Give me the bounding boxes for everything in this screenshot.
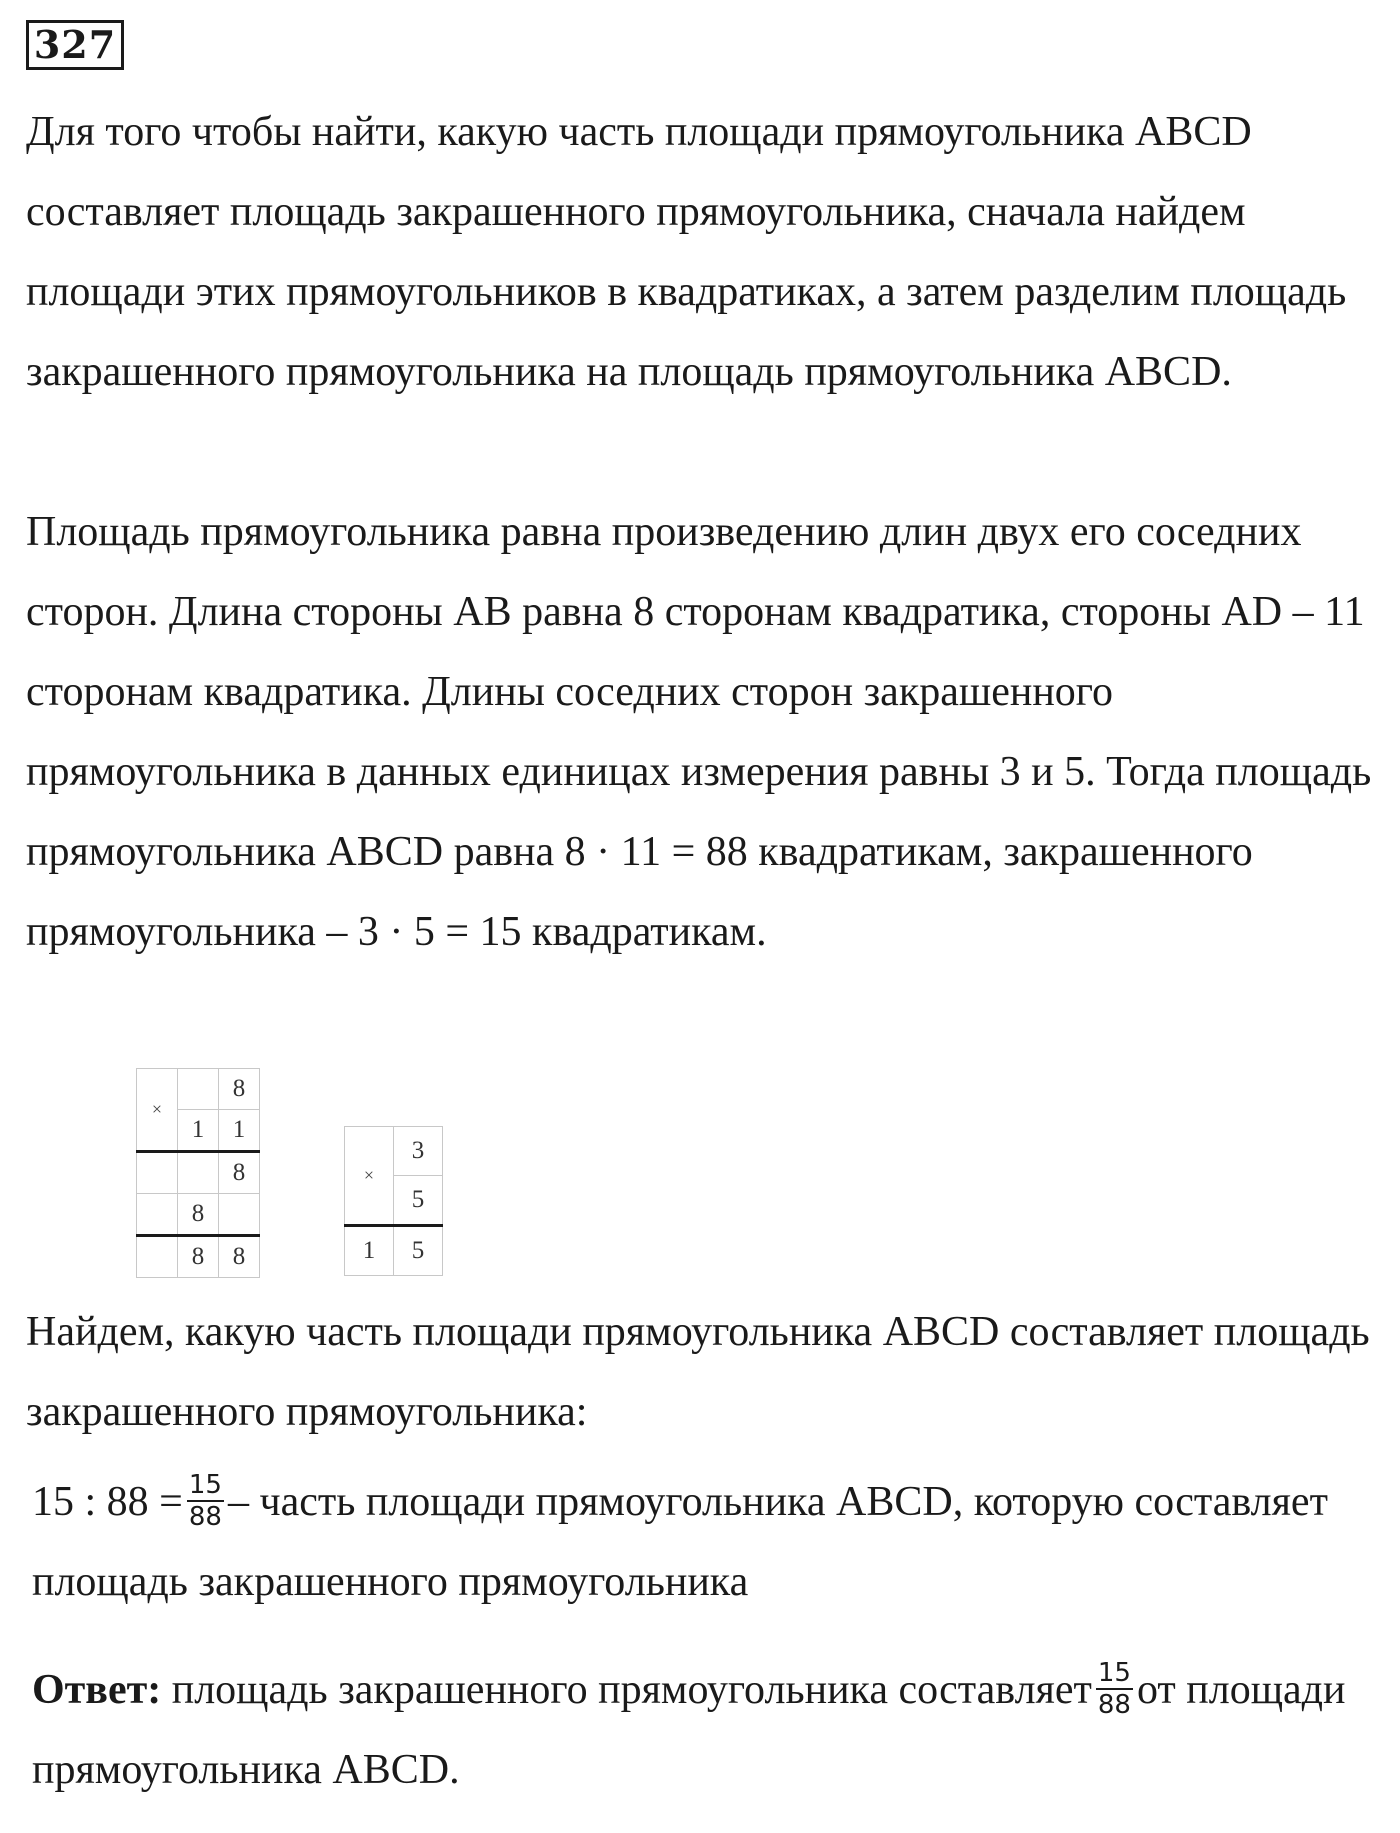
multiply-sign: × xyxy=(137,1069,178,1152)
answer-paragraph xyxy=(32,1650,1382,1810)
answer-text: площадь закрашенного прямоугольника составляет xyxy=(171,1667,1092,1713)
fraction-numerator: 15 xyxy=(188,1470,222,1501)
digit-cell: 5 xyxy=(394,1176,443,1226)
digit-cell: 1 xyxy=(178,1110,219,1152)
digit-cell: 8 xyxy=(178,1236,219,1278)
division-expression: 15 : 88 = xyxy=(32,1479,183,1525)
digit-cell: 1 xyxy=(219,1110,260,1152)
fraction-denominator: 88 xyxy=(188,1502,222,1533)
digit-cell: 1 xyxy=(345,1226,394,1276)
digit-cell: 8 xyxy=(178,1194,219,1236)
digit-cell: 8 xyxy=(219,1152,260,1194)
digit-cell xyxy=(137,1236,178,1278)
area-explanation-paragraph: Площадь прямоугольника равна произведению длин двух его соседних сторон. Длина стороны AB равна 8 сторонам квадратика, стороны AD – 11 сторонам квадратика. Длины соседних сторон закрашенного прямоугольника в данных единицах измерения равны 3 и 5. Тогда площадь прямоугольника ABCD равна 8 · 11 = 88 квадратикам, закрашенного прямоугольника – 3 · 5 = 15 квадратикам. xyxy=(26,509,1372,955)
intro-paragraph: Для того чтобы найти, какую часть площади прямоугольника ABCD составляет площадь закрашенного прямоугольника, сначала найдем площади этих прямоугольников в квадратиках, а затем разделим площадь закрашенного прямоугольника на площадь прямоугольника ABCD. xyxy=(26,109,1347,395)
question-paragraph: Найдем, какую часть площади прямоугольника ABCD составляет площадь закрашенного прямоугольника: xyxy=(26,1309,1370,1435)
digit-cell xyxy=(137,1152,178,1194)
digit-cell: 8 xyxy=(219,1236,260,1278)
multiplication-8-by-11 xyxy=(136,1068,260,1278)
multiply-sign: × xyxy=(345,1127,394,1226)
division-paragraph xyxy=(32,1462,1382,1622)
fraction-denominator: 88 xyxy=(1097,1690,1131,1721)
fraction-numerator: 15 xyxy=(1097,1658,1131,1689)
division-explanation: – часть площади прямоугольника ABCD, которую составляет площадь закрашенного прямоугольника xyxy=(32,1479,1328,1605)
digit-cell xyxy=(178,1152,219,1194)
digit-cell: 8 xyxy=(219,1069,260,1110)
digit-cell xyxy=(137,1194,178,1236)
problem-number: 327 xyxy=(26,20,124,70)
fraction xyxy=(187,1470,224,1532)
digit-cell xyxy=(178,1069,219,1110)
multiplication-3-by-5 xyxy=(344,1126,443,1276)
answer-suffix: от площади прямоугольника ABCD. xyxy=(32,1667,1346,1793)
digit-cell xyxy=(219,1194,260,1236)
answer-fraction xyxy=(1096,1658,1133,1720)
answer-label: Ответ: xyxy=(32,1667,162,1713)
digit-cell: 5 xyxy=(394,1226,443,1276)
digit-cell: 3 xyxy=(394,1127,443,1176)
